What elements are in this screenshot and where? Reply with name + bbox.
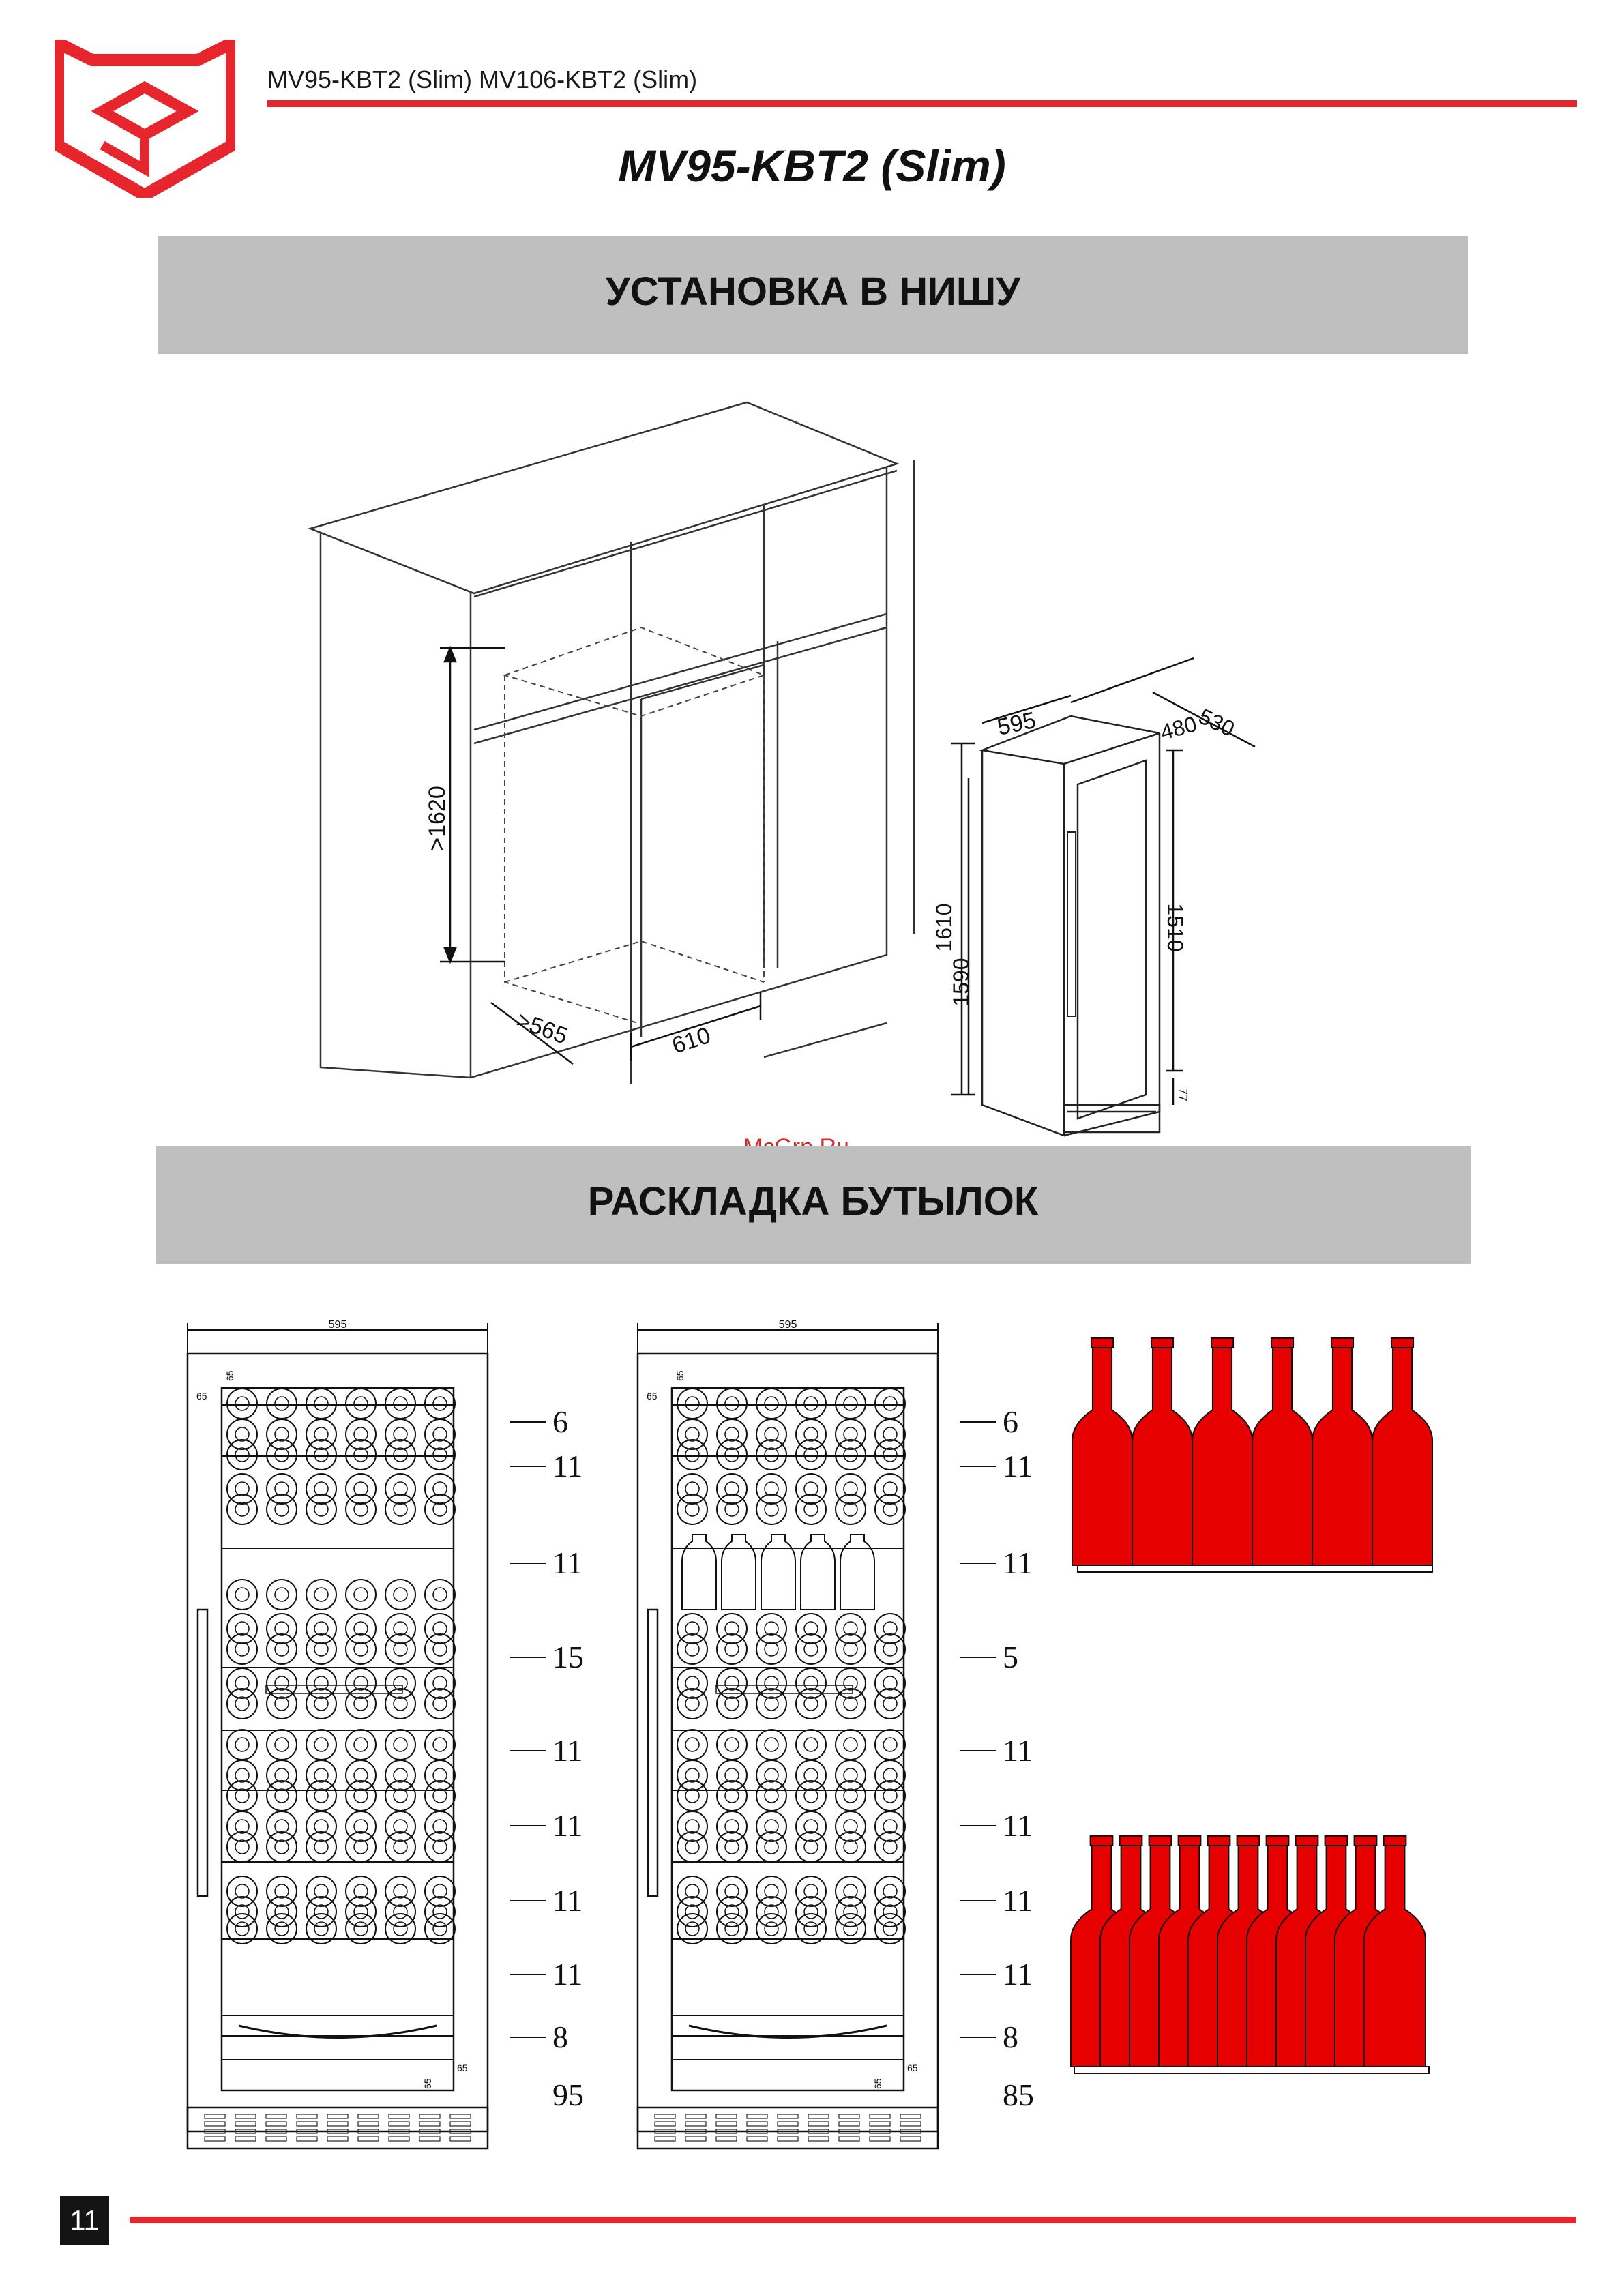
layout-b-bottle-cap bbox=[804, 1738, 818, 1751]
unit-height-total-label: 1610 bbox=[932, 903, 956, 952]
layout-a-bottle-end bbox=[306, 1781, 336, 1811]
layout-a-bottle-cap bbox=[394, 1397, 407, 1410]
layout-a-bottle-end bbox=[267, 1781, 297, 1811]
layout-a-bottle-end bbox=[425, 1781, 455, 1811]
layout-a-bottle-end bbox=[346, 1440, 376, 1470]
layout-a-count-3: 11 bbox=[552, 1545, 583, 1580]
layout-a-bottle-cap bbox=[354, 1397, 368, 1410]
unit-height-door-label: 1510 bbox=[1163, 903, 1187, 952]
layout-b-bottle-end bbox=[836, 1781, 866, 1811]
layout-a-bottle-end bbox=[227, 1781, 257, 1811]
layout-b-vent-slot bbox=[870, 2122, 890, 2126]
layout-b-count-5: 11 bbox=[1003, 1733, 1033, 1768]
layout-b-vent-slot bbox=[808, 2114, 829, 2118]
red-bottle bbox=[1252, 1347, 1312, 1565]
layout-a-bottle-end bbox=[385, 1634, 415, 1664]
red-bottle-cap bbox=[1296, 1836, 1318, 1846]
layout-a-vent-slot bbox=[450, 2122, 471, 2126]
unit-width-label: 595 bbox=[994, 707, 1039, 741]
unit-depth-total-label: 530 bbox=[1195, 703, 1239, 741]
unit-feet-label: 77 bbox=[1176, 1087, 1190, 1102]
layout-b-total: 85 bbox=[1003, 2077, 1034, 2112]
layout-b-bottle-end bbox=[796, 1389, 826, 1419]
layout-a-vent-slot bbox=[266, 2114, 286, 2118]
layout-a-bottle-end bbox=[425, 1580, 455, 1610]
layout-b-bottle-cap bbox=[844, 1738, 857, 1751]
layout-a-bottle-end bbox=[346, 1494, 376, 1524]
layout-a-vent-slot bbox=[419, 2114, 440, 2118]
layout-a-bottle-end bbox=[385, 1781, 415, 1811]
section-band-layout bbox=[156, 1146, 1471, 1264]
layout-b-bottle-end bbox=[677, 1781, 707, 1811]
layout-a-count-5: 11 bbox=[552, 1733, 583, 1768]
layout-b-bottle-end bbox=[875, 1730, 905, 1760]
installation-diagram bbox=[286, 389, 1337, 1146]
layout-a-vent-slot bbox=[358, 2122, 379, 2126]
layout-a-bottle-end bbox=[425, 1494, 455, 1524]
layout-a-bottle-end bbox=[385, 1730, 415, 1760]
layout-a-vent-slot bbox=[358, 2137, 379, 2141]
layout-a-bottle-end bbox=[267, 1580, 297, 1610]
layout-b-vent-slot bbox=[747, 2137, 767, 2141]
red-bottle-cap bbox=[1091, 1338, 1113, 1348]
layout-b-bottle-end bbox=[796, 1730, 826, 1760]
layout-a-bottle-end bbox=[227, 1440, 257, 1470]
layout-a-bottle-cap bbox=[433, 1738, 447, 1751]
layout-b-bottle-cap bbox=[685, 1397, 699, 1410]
layout-a-bottle-end bbox=[227, 1730, 257, 1760]
layout-b-vent-slot bbox=[839, 2114, 859, 2118]
layout-b-bottle-cap bbox=[765, 1397, 778, 1410]
red-bottle-cap bbox=[1267, 1836, 1289, 1846]
layout-b-bottle-cap bbox=[883, 1738, 897, 1751]
layout-b-vent-slot bbox=[747, 2122, 767, 2126]
layout-b-bottle-end bbox=[836, 1832, 866, 1862]
layout-a-bottle-end bbox=[346, 1781, 376, 1811]
layout-a-bottle-end bbox=[306, 1634, 336, 1664]
header-model-line: MV95-KBT2 (Slim) MV106-KBT2 (Slim) bbox=[267, 65, 698, 93]
layout-a-vent-slot bbox=[235, 2122, 256, 2126]
layout-a-racks bbox=[205, 1389, 471, 2141]
layout-b-margin-left: 65 bbox=[647, 1391, 658, 1402]
layout-b-bottle-end bbox=[836, 1389, 866, 1419]
layout-a-count-7: 11 bbox=[552, 1883, 583, 1918]
layout-a-count-8: 11 bbox=[552, 1957, 583, 1992]
layout-a-margin-top: 65 bbox=[224, 1370, 235, 1381]
layout-a-margin-bottom: 65 bbox=[422, 2078, 433, 2089]
layout-a-bottle-end bbox=[227, 1832, 257, 1862]
layout-b-counts bbox=[960, 1404, 1034, 2112]
bottle-shelf bbox=[1074, 2067, 1429, 2073]
layout-b-upright-bottle bbox=[840, 1535, 874, 1610]
red-bottle-cap bbox=[1120, 1836, 1142, 1846]
layout-b-count-1: 6 bbox=[1003, 1404, 1018, 1439]
layout-a-vent-slot bbox=[358, 2114, 379, 2118]
layout-a-bottle-end bbox=[306, 1440, 336, 1470]
layout-a-bottle-cap bbox=[354, 1922, 368, 1936]
red-bottle bbox=[1372, 1347, 1432, 1565]
layout-b-vent-slot bbox=[685, 2122, 706, 2126]
layout-b-bottle-end bbox=[875, 1389, 905, 1419]
layout-a-bottle-end bbox=[267, 1832, 297, 1862]
layout-a-bottle-end bbox=[385, 1832, 415, 1862]
layout-b-count-6: 11 bbox=[1003, 1808, 1033, 1843]
layout-b-bottle-end bbox=[677, 1832, 707, 1862]
layout-a-bottle-end bbox=[385, 1494, 415, 1524]
layout-b-bottle-end bbox=[717, 1730, 747, 1760]
layout-b-bottle-end bbox=[717, 1389, 747, 1419]
red-bottle-cap bbox=[1211, 1338, 1233, 1348]
layout-a-bottle-end bbox=[425, 1440, 455, 1470]
layout-a-bottle-end bbox=[267, 1730, 297, 1760]
layout-b-upright-bottle bbox=[801, 1535, 835, 1610]
layout-a-total: 95 bbox=[552, 2077, 584, 2112]
layout-b-upright-bottle bbox=[761, 1535, 795, 1610]
niche-width-label: 610 bbox=[668, 1022, 714, 1059]
layout-b-bottle-cap bbox=[844, 1922, 857, 1936]
red-bottle bbox=[1312, 1347, 1372, 1565]
section-band-install bbox=[158, 236, 1468, 354]
layout-b-bottle-cap bbox=[685, 1922, 699, 1936]
layout-a-vent-slot bbox=[419, 2122, 440, 2126]
layout-b-upright-bottle bbox=[682, 1535, 716, 1610]
red-bottle-cap bbox=[1325, 1836, 1348, 1846]
layout-a-bottle-end bbox=[425, 1389, 455, 1419]
layout-a-vent-slot bbox=[266, 2122, 286, 2126]
layout-b-vent-slot bbox=[778, 2137, 798, 2141]
layout-b-count-9: 8 bbox=[1003, 2019, 1018, 2054]
layout-b-upright-bottle bbox=[722, 1535, 756, 1610]
layout-b-vent-slot bbox=[685, 2114, 706, 2118]
layout-a-bottle-cap bbox=[354, 1588, 368, 1601]
layout-a-vent-slot bbox=[266, 2137, 286, 2141]
layout-a-vent-slot bbox=[389, 2122, 409, 2126]
layout-a-bottle-cap bbox=[433, 1397, 447, 1410]
layout-a-bottle-cap bbox=[314, 1922, 328, 1936]
red-bottle bbox=[1192, 1347, 1252, 1565]
layout-b-bottle-end bbox=[875, 1689, 905, 1719]
layout-a-width: 595 bbox=[328, 1319, 347, 1331]
layout-b-vent-slot bbox=[747, 2114, 767, 2118]
layout-b-bottle-cap bbox=[725, 1738, 739, 1751]
layout-b-width: 595 bbox=[778, 1319, 797, 1331]
layout-a-bottle-end bbox=[385, 1389, 415, 1419]
layout-a-vent-slot bbox=[327, 2122, 348, 2126]
layout-b-bottle-end bbox=[836, 1730, 866, 1760]
layout-a-vent-slot bbox=[450, 2114, 471, 2118]
layout-b-count-8: 11 bbox=[1003, 1957, 1033, 1992]
layout-a-bottle-end bbox=[346, 1580, 376, 1610]
layout-a-bottle-cap bbox=[235, 1738, 249, 1751]
layout-b-count-4: 5 bbox=[1003, 1640, 1018, 1674]
layout-b-vent-slot bbox=[808, 2122, 829, 2126]
layout-b-bottle-cap bbox=[765, 1922, 778, 1936]
layout-b-bottle-end bbox=[756, 1781, 786, 1811]
layout-a-margin-left: 65 bbox=[196, 1391, 207, 1402]
layout-b-margin-bottom: 65 bbox=[872, 2078, 883, 2089]
layout-b-bottle-cap bbox=[685, 1738, 699, 1751]
layout-b-bottle-end bbox=[875, 1832, 905, 1862]
layout-a-bottle-end bbox=[306, 1494, 336, 1524]
layout-a-bottle-cap bbox=[235, 1588, 249, 1601]
section-heading-layout: РАСКЛАДКА БУТЫЛОК bbox=[587, 1179, 1039, 1224]
page-title: MV95-KBT2 (Slim) bbox=[618, 140, 1006, 191]
layout-a-bottle-end bbox=[346, 1730, 376, 1760]
layout-b-bottle-end bbox=[677, 1494, 707, 1524]
layout-a-bottle-cap bbox=[354, 1738, 368, 1751]
layout-a-count-2: 11 bbox=[552, 1449, 583, 1483]
layout-a-bottle-end bbox=[227, 1634, 257, 1664]
layout-a-vent-slot bbox=[419, 2137, 440, 2141]
layout-b-vent-slot bbox=[655, 2122, 675, 2126]
cabinet-top bbox=[310, 402, 897, 593]
red-bottle-cap bbox=[1091, 1836, 1113, 1846]
layout-b-bottle-end bbox=[717, 1781, 747, 1811]
layout-a-count-6: 11 bbox=[552, 1808, 583, 1843]
section-heading-install: УСТАНОВКА В НИШУ bbox=[605, 269, 1021, 314]
layout-b-bottle-end bbox=[677, 1730, 707, 1760]
red-bottle-cap bbox=[1331, 1338, 1353, 1348]
layout-b-vent-slot bbox=[870, 2114, 890, 2118]
layout-a-bottle-end bbox=[227, 1494, 257, 1524]
layout-b-vent-slot bbox=[900, 2114, 921, 2118]
layout-b-bottle-cap bbox=[883, 1397, 897, 1410]
layout-b-bottle-cap bbox=[765, 1738, 778, 1751]
layout-b-count-7: 11 bbox=[1003, 1883, 1033, 1918]
niche-height-label: >1620 bbox=[424, 786, 450, 851]
layout-b-vent-slot bbox=[839, 2137, 859, 2141]
layout-b-racks bbox=[655, 1389, 921, 2141]
layout-b-bottle-cap bbox=[804, 1922, 818, 1936]
layout-a-bottle-end bbox=[267, 1440, 297, 1470]
layout-b-bottle-end bbox=[796, 1634, 826, 1664]
layout-a-count-9: 8 bbox=[552, 2019, 568, 2054]
layout-a-bottle-end bbox=[385, 1580, 415, 1610]
red-bottle-cap bbox=[1149, 1836, 1172, 1846]
layout-a-vent-slot bbox=[297, 2122, 317, 2126]
layout-a-bottle-end bbox=[267, 1389, 297, 1419]
layout-b-vent-slot bbox=[716, 2114, 737, 2118]
layout-a-bottle-end bbox=[346, 1634, 376, 1664]
layout-b-bottle-end bbox=[756, 1730, 786, 1760]
bottle-layout-b bbox=[628, 1313, 1064, 2159]
layout-a-bottle-cap bbox=[433, 1588, 447, 1601]
red-bottle bbox=[1132, 1347, 1192, 1565]
unit-depth-body-label: 480 bbox=[1157, 711, 1200, 745]
footer-rule bbox=[130, 2217, 1576, 2223]
layout-a-bottle-cap bbox=[394, 1738, 407, 1751]
layout-a-bottle-end bbox=[425, 1689, 455, 1719]
bottles-staggered-illustration bbox=[1064, 1828, 1446, 2080]
layout-a-bottle-end bbox=[267, 1494, 297, 1524]
layout-a-margin-right: 65 bbox=[457, 2062, 468, 2073]
layout-b-bottle-cap bbox=[804, 1397, 818, 1410]
layout-b-vent-slot bbox=[839, 2122, 859, 2126]
layout-b-bottle-end bbox=[756, 1832, 786, 1862]
layout-b-vent-slot bbox=[778, 2122, 798, 2126]
layout-b-bottle-end bbox=[875, 1494, 905, 1524]
red-bottle-cap bbox=[1271, 1338, 1293, 1348]
layout-b-margin-right: 65 bbox=[907, 2062, 918, 2073]
layout-b-vent-slot bbox=[778, 2114, 798, 2118]
layout-a-count-1: 6 bbox=[552, 1404, 568, 1439]
red-bottle-cap bbox=[1391, 1338, 1413, 1348]
layout-b-vent-slot bbox=[655, 2137, 675, 2141]
bottle-layout-a bbox=[177, 1313, 614, 2159]
layout-b-bottle-cap bbox=[844, 1397, 857, 1410]
layout-b-margin-top: 65 bbox=[675, 1370, 685, 1381]
layout-a-bottle-cap bbox=[235, 1922, 249, 1936]
layout-a-bottle-end bbox=[267, 1634, 297, 1664]
page-number: 11 bbox=[60, 2196, 109, 2245]
layout-a-bottle-end bbox=[306, 1389, 336, 1419]
layout-b-bottle-end bbox=[677, 1634, 707, 1664]
layout-b-bottle-end bbox=[796, 1494, 826, 1524]
header-rule bbox=[267, 100, 1577, 107]
layout-a-bottle-end bbox=[346, 1389, 376, 1419]
layout-b-count-2: 11 bbox=[1003, 1449, 1033, 1483]
layout-a-bottle-cap bbox=[314, 1588, 328, 1601]
layout-b-bottle-end bbox=[717, 1832, 747, 1862]
red-bottle-cap bbox=[1208, 1836, 1230, 1846]
layout-a-bottle-end bbox=[306, 1730, 336, 1760]
layout-b-bottle-cap bbox=[883, 1922, 897, 1936]
layout-a-bottle-cap bbox=[394, 1922, 407, 1936]
layout-a-vent-slot bbox=[205, 2137, 225, 2141]
layout-a-vent-slot bbox=[235, 2137, 256, 2141]
layout-b-bottle-end bbox=[717, 1634, 747, 1664]
layout-a-bottle-cap bbox=[235, 1397, 249, 1410]
bottle-shelf bbox=[1078, 1565, 1432, 1572]
layout-a-bottle-end bbox=[425, 1730, 455, 1760]
red-bottle-cap bbox=[1384, 1836, 1406, 1846]
layout-a-bottle-cap bbox=[275, 1397, 289, 1410]
layout-b-bottle-end bbox=[875, 1634, 905, 1664]
layout-b-vent-slot bbox=[808, 2137, 829, 2141]
layout-a-bottle-end bbox=[306, 1580, 336, 1610]
layout-a-vent-slot bbox=[389, 2114, 409, 2118]
layout-b-vent-slot bbox=[870, 2137, 890, 2141]
layout-a-vent-slot bbox=[297, 2114, 317, 2118]
red-bottle bbox=[1072, 1347, 1132, 1565]
layout-b-bottle-end bbox=[796, 1832, 826, 1862]
layout-a-vent-slot bbox=[205, 2122, 225, 2126]
layout-b-bottle-cap bbox=[725, 1922, 739, 1936]
layout-b-bottle-end bbox=[796, 1440, 826, 1470]
layout-a-bottle-end bbox=[425, 1832, 455, 1862]
layout-b-vent-slot bbox=[716, 2137, 737, 2141]
layout-b-bottle-end bbox=[756, 1634, 786, 1664]
layout-b-bottle-end bbox=[677, 1689, 707, 1719]
layout-a-bottle-cap bbox=[433, 1922, 447, 1936]
layout-b-bottle-end bbox=[717, 1440, 747, 1470]
layout-b-bottle-end bbox=[796, 1781, 826, 1811]
layout-a-bottle-end bbox=[385, 1440, 415, 1470]
layout-a-vent-slot bbox=[205, 2114, 225, 2118]
layout-a-bottle-end bbox=[227, 1580, 257, 1610]
bottles-upright-illustration bbox=[1064, 1330, 1446, 1582]
layout-b-bottle-end bbox=[677, 1440, 707, 1470]
layout-b-vent-slot bbox=[900, 2137, 921, 2141]
layout-a-vent-slot bbox=[327, 2137, 348, 2141]
layout-b-bottle-end bbox=[756, 1440, 786, 1470]
layout-b-bottle-end bbox=[756, 1389, 786, 1419]
layout-b-bottle-end bbox=[677, 1389, 707, 1419]
layout-b-vent-slot bbox=[655, 2114, 675, 2118]
layout-a-bottle-end bbox=[346, 1832, 376, 1862]
layout-a-bottle-cap bbox=[314, 1397, 328, 1410]
red-bottle-cap bbox=[1179, 1836, 1201, 1846]
layout-a-bottle-end bbox=[425, 1634, 455, 1664]
layout-b-bottle-cap bbox=[725, 1397, 739, 1410]
red-bottle-cap bbox=[1237, 1836, 1260, 1846]
layout-b-bottle-end bbox=[836, 1634, 866, 1664]
layout-b-bottle-end bbox=[836, 1494, 866, 1524]
red-bottle-cap bbox=[1151, 1338, 1173, 1348]
layout-a-vent-slot bbox=[235, 2114, 256, 2118]
niche-depth-label: >565 bbox=[513, 1007, 572, 1050]
layout-b-vent-slot bbox=[716, 2122, 737, 2126]
layout-a-counts bbox=[510, 1404, 584, 2112]
layout-b-bottle-end bbox=[756, 1494, 786, 1524]
layout-b-bottle-end bbox=[717, 1494, 747, 1524]
layout-b-bottle-end bbox=[875, 1781, 905, 1811]
layout-a-bottle-end bbox=[227, 1389, 257, 1419]
layout-a-bottle-cap bbox=[314, 1738, 328, 1751]
layout-b-count-3: 11 bbox=[1003, 1545, 1033, 1580]
layout-b-bottle-end bbox=[875, 1440, 905, 1470]
layout-a-bottle-end bbox=[227, 1689, 257, 1719]
layout-a-bottle-cap bbox=[275, 1922, 289, 1936]
layout-a-count-4: 15 bbox=[552, 1640, 584, 1674]
layout-b-bottle-end bbox=[836, 1440, 866, 1470]
unit-height-body-label: 1590 bbox=[949, 958, 973, 1007]
layout-a-vent-slot bbox=[389, 2137, 409, 2141]
layout-a-vent-slot bbox=[297, 2137, 317, 2141]
layout-a-bottle-cap bbox=[275, 1738, 289, 1751]
layout-b-vent-slot bbox=[685, 2137, 706, 2141]
layout-b-vent-slot bbox=[900, 2122, 921, 2126]
layout-a-bottle-end bbox=[306, 1832, 336, 1862]
layout-a-vent-slot bbox=[450, 2137, 471, 2141]
layout-a-vent-slot bbox=[327, 2114, 348, 2118]
layout-a-bottle-cap bbox=[275, 1588, 289, 1601]
layout-a-bottle-cap bbox=[394, 1588, 407, 1601]
red-bottle-cap bbox=[1355, 1836, 1377, 1846]
